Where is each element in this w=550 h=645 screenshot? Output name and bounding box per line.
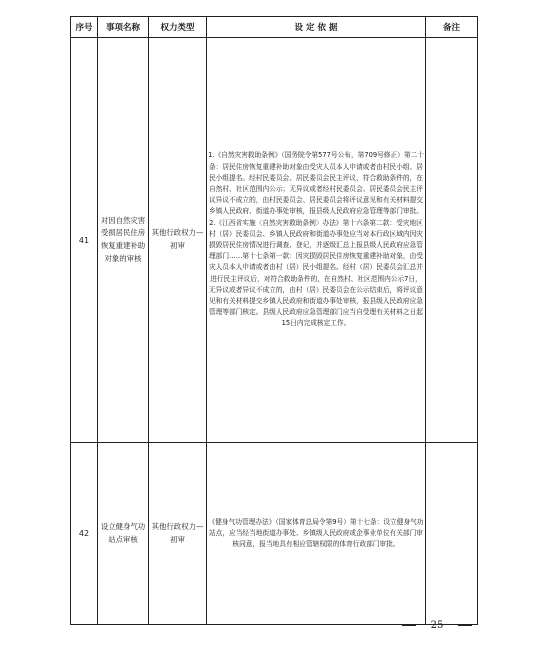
item-name: 设立健身气功站点审核 <box>98 443 149 625</box>
legal-basis-paragraph: 1.《自然灾害救助条例》（国务院令第577号公布，第709号修正）第二十条：居民住房恢复重建补助对象由受灾人员本人申请或者由村民小组、居民小组提名。经村民委员会、居民委员会民主评议，符合救助条件的，在自然村、社区范围内公示；无异议或者经村民委员会、居民委员会民主评议异议不成立的，由村民委员会、居民委员会将评议意见和有关材料提交乡镇人民政府、街道办事处审核，报县级人民政府应急管理等部门审批。 <box>208 151 424 216</box>
header-legal-basis: 设 定 依 据 <box>207 17 426 38</box>
table-header-row <box>71 17 478 38</box>
power-type: 其他行政权力—初审 <box>149 443 207 625</box>
header-item-name: 事项名称 <box>98 17 149 38</box>
legal-basis-paragraph: 2.《江西省实施〈自然灾害救助条例〉办法》第十六条第二款：受灾地区村（居）民委员会、乡镇人民政府和街道办事处应当对本行政区域内因灾损毁居民住房情况进行调查、登记，并逐级汇总上报县级人民政府应急管理部门……第十七条第一款：因灾损毁居民住房恢复重建补助对象，由受灾人员本人申请或者由村（居）民小组提名。经村（居）民委员会汇总并进行民主评议后，对符合救助条件的，在自然村、社区范围内公示7日，无异议或者异议不成立的，由村（居）民委员会在公示结束后，将评议意见和有关材料提交乡镇人民政府和街道办事处审核，报县级人民政府应急管理等部门核定。县级人民政府应急管理部门应当自受理有关材料之日起15日内完成核定工作。 <box>209 218 423 328</box>
legal-basis-paragraph: 《健身气功管理办法》（国家体育总局令第9号）第十七条：设立健身气功站点，应当经当地街道办事处、乡镇级人民政府或企事业单位有关部门审核同意，报当地具有相应管辖权限的体育行政部门审批。 <box>208 517 424 549</box>
footer-dash-left <box>402 625 416 626</box>
header-power-type: 权力类型 <box>149 17 207 38</box>
power-type: 其他行政权力—初审 <box>149 38 207 443</box>
table-row <box>71 38 478 443</box>
footer-dash-right <box>458 625 472 626</box>
row-number: 41 <box>71 38 98 443</box>
header-remarks: 备注 <box>426 17 478 38</box>
row-number: 42 <box>71 443 98 625</box>
table-row <box>71 443 478 625</box>
item-name: 对因自然灾害受损居民住房恢复重建补助对象的审核 <box>98 38 149 443</box>
page-number: 25 <box>430 619 444 631</box>
remarks-cell <box>426 443 478 625</box>
page-footer <box>402 618 472 632</box>
legal-basis <box>207 443 426 625</box>
authority-table <box>70 16 478 625</box>
remarks-cell <box>426 38 478 443</box>
legal-basis <box>207 38 426 443</box>
header-no: 序号 <box>71 17 98 38</box>
